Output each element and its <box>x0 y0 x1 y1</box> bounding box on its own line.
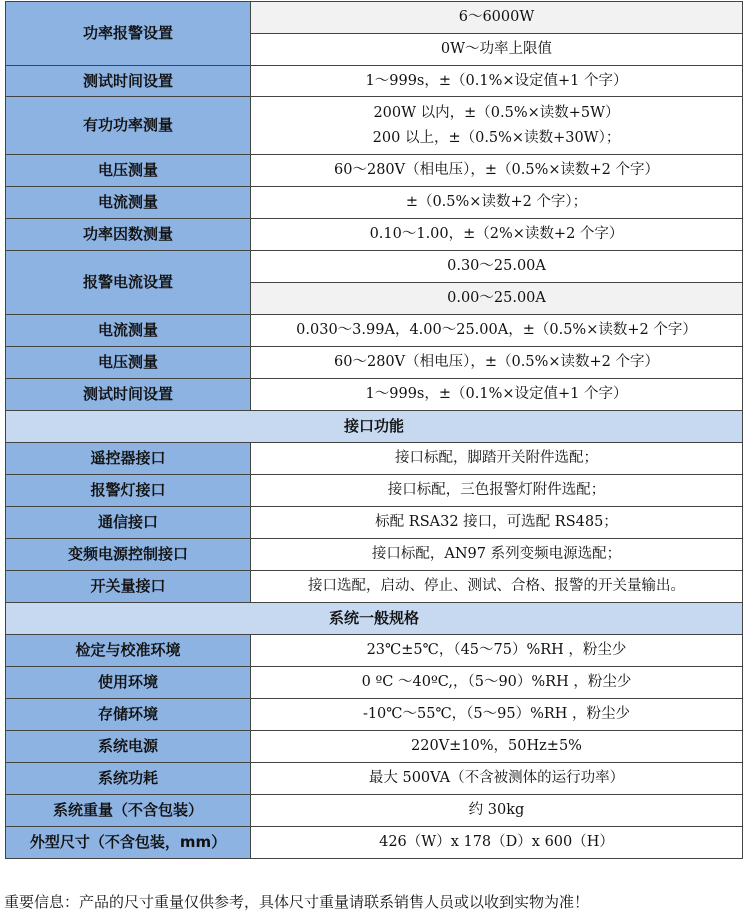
row-value: ±（0.5%×读数+2 个字）； <box>251 187 743 219</box>
row-label: 检定与校准环境 <box>6 635 251 667</box>
table-row <box>6 315 743 347</box>
row-label: 遥控器接口 <box>6 443 251 475</box>
row-label: 电压测量 <box>6 347 251 379</box>
table-row <box>6 187 743 219</box>
row-value: 0W～功率上限值 <box>251 34 743 66</box>
table-row <box>6 219 743 251</box>
table-row <box>6 699 743 731</box>
row-value: 1～999s，±（0.1%×设定值+1 个字） <box>251 66 743 97</box>
row-label: 报警灯接口 <box>6 475 251 507</box>
row-value: 60～280V（相电压），±（0.5%×读数+2 个字） <box>251 155 743 187</box>
table-row <box>6 795 743 827</box>
row-value: 0.10～1.00，±（2%×读数+2 个字） <box>251 219 743 251</box>
row-label: 通信接口 <box>6 507 251 539</box>
row-label: 使用环境 <box>6 667 251 699</box>
table-row <box>6 97 743 155</box>
row-value: 0 ºC ～40ºC,，（5～90）%RH ，粉尘少 <box>251 667 743 699</box>
row-value: 0.30～25.00A <box>251 251 743 283</box>
row-value: 6～6000W <box>251 2 743 34</box>
table-row <box>6 731 743 763</box>
section-header-row <box>6 411 743 443</box>
row-value: 接口标配，AN97 系列变频电源选配； <box>251 539 743 571</box>
row-value: 426（W）x 178（D）x 600（H） <box>251 827 743 859</box>
table-row <box>6 347 743 379</box>
row-value: 0.00～25.00A <box>251 283 743 315</box>
row-label: 系统功耗 <box>6 763 251 795</box>
footer-note: 重要信息：产品的尺寸重量仅供参考，具体尺寸重量请联系销售人员或以收到实物为准！ <box>4 893 590 911</box>
table-row <box>6 251 743 283</box>
section-header-row <box>6 603 743 635</box>
table-row <box>6 571 743 603</box>
table-row <box>6 155 743 187</box>
row-label: 系统电源 <box>6 731 251 763</box>
row-label: 电压测量 <box>6 155 251 187</box>
row-label: 测试时间设置 <box>6 379 251 411</box>
row-label: 电流测量 <box>6 315 251 347</box>
row-label: 电流测量 <box>6 187 251 219</box>
row-value: -10℃～55℃，（5～95）%RH ，粉尘少 <box>251 699 743 731</box>
row-value: 标配 RSA32 接口，可选配 RS485； <box>251 507 743 539</box>
row-label: 测试时间设置 <box>6 66 251 97</box>
table-row <box>6 2 743 34</box>
section-title: 系统一般规格 <box>6 603 743 635</box>
table-row <box>6 66 743 97</box>
row-value: 23℃±5℃，（45～75）%RH ，粉尘少 <box>251 635 743 667</box>
row-label: 开关量接口 <box>6 571 251 603</box>
table-row <box>6 635 743 667</box>
row-value: 约 30kg <box>251 795 743 827</box>
section-title: 接口功能 <box>6 411 743 443</box>
row-label: 报警电流设置 <box>6 251 251 315</box>
row-label: 外型尺寸（不含包装，mm） <box>6 827 251 859</box>
row-label: 变频电源控制接口 <box>6 539 251 571</box>
table-row <box>6 507 743 539</box>
table-row <box>6 667 743 699</box>
table-row <box>6 763 743 795</box>
table-row <box>6 443 743 475</box>
row-value <box>251 97 743 155</box>
row-label: 存储环境 <box>6 699 251 731</box>
row-label: 系统重量（不含包装） <box>6 795 251 827</box>
row-value: 0.030～3.99A，4.00～25.00A，±（0.5%×读数+2 个字） <box>251 315 743 347</box>
table-row <box>6 539 743 571</box>
row-value: 最大 500VA（不含被测体的运行功率） <box>251 763 743 795</box>
table-row <box>6 379 743 411</box>
row-value: 60～280V（相电压），±（0.5%×读数+2 个字） <box>251 347 743 379</box>
row-value: 220V±10%，50Hz±5% <box>251 731 743 763</box>
row-value: 接口标配，脚踏开关附件选配； <box>251 443 743 475</box>
table-row <box>6 827 743 859</box>
value-line: 200W 以内，±（0.5%×读数+5W） <box>373 104 620 121</box>
spec-table <box>5 1 743 859</box>
row-label: 功率报警设置 <box>6 2 251 66</box>
value-line: 200 以上，±（0.5%×读数+30W）； <box>372 129 621 146</box>
row-label: 功率因数测量 <box>6 219 251 251</box>
row-value: 接口标配，三色报警灯附件选配； <box>251 475 743 507</box>
row-label: 有功功率测量 <box>6 97 251 155</box>
row-value: 1～999s，±（0.1%×设定值+1 个字） <box>251 379 743 411</box>
row-value: 接口选配，启动、停止、测试、合格、报警的开关量输出。 <box>251 571 743 603</box>
table-row <box>6 475 743 507</box>
